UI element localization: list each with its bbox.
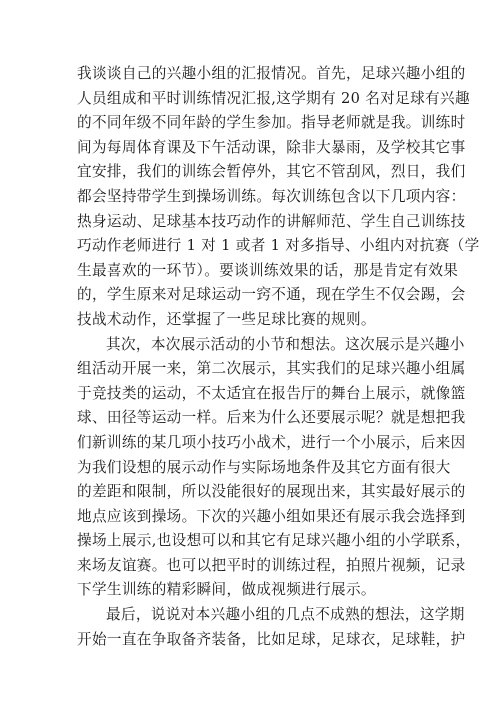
text-line: 球、田径等运动一样。后来为什么还要展示呢？就是想把我 — [77, 409, 466, 427]
text-line: 人员组成和平时训练情况汇报,这学期有 20 名对足球有兴趣 — [77, 89, 470, 107]
text-line: 我谈谈自己的兴趣小组的汇报情况。首先，足球兴趣小组的 — [77, 65, 466, 82]
text-line: 地点应该到操场。下次的兴趣小组如果还有展示我会选择到 — [77, 507, 466, 525]
text-line: 宜安排，我们的训练会暂停外，其它不管刮风，烈日，我们 — [77, 163, 466, 181]
text-line: 生最喜欢的一环节）。要谈训练效果的话，那是肯定有效果 — [77, 261, 459, 279]
text-line: 们新训练的某几项小技巧小战术，进行一个小展示，后来因 — [77, 433, 466, 451]
text-line: 开始一直在争取备齐装备，比如足球，足球衣，足球鞋，护 — [77, 630, 466, 648]
text-line: 于竞技类的运动，不太适宜在报告厅的舞台上展示，就像篮 — [77, 384, 466, 402]
text-line: 热身运动、足球基本技巧动作的讲解师范、学生自己训练技 — [77, 212, 466, 230]
text-line: 都会坚持带学生到操场训练。每次训练包含以下几项内容： — [77, 187, 466, 205]
text-line: 组活动开展一来，第二次展示，其实我们的足球兴趣小组属 — [77, 360, 466, 378]
text-line: 技战术动作，还掌握了一些足球比赛的规则。 — [77, 310, 376, 328]
text-line: 巧动作老师进行 1 对 1 或者 1 对多指导、小组内对抗赛（学 — [77, 237, 480, 255]
text-line: 的，学生原来对足球运动一窍不通，现在学生不仅会踢，会 — [77, 286, 466, 304]
paragraph-first-line: 最后，说说对本兴趣小组的几点不成熟的想法，这学期 — [106, 606, 465, 624]
text-line: 的差距和限制，所以没能很好的展现出来，其实最好展示的 — [77, 483, 466, 501]
text-line: 操场上展示,也设想可以和其它有足球兴趣小组的小学联系， — [77, 532, 471, 550]
body-text — [77, 62, 480, 652]
text-line: 下学生训练的精彩瞬间，做成视频进行展示。 — [77, 581, 376, 599]
text-line: 来场友谊赛。也可以把平时的训练过程，拍照片视频，记录 — [77, 556, 466, 574]
text-line: 为我们设想的展示动作与实际场地条件及其它方面有很大 — [77, 458, 451, 476]
text-line: 间为每周体育课及下午活动课，除非大暴雨，及学校其它事 — [77, 138, 466, 156]
paragraph-first-line: 其次，本次展示活动的小节和想法。这次展示是兴趣小 — [106, 335, 465, 353]
text-line: 的不同年级不同年龄的学生参加。指导老师就是我。训练时 — [77, 114, 466, 132]
